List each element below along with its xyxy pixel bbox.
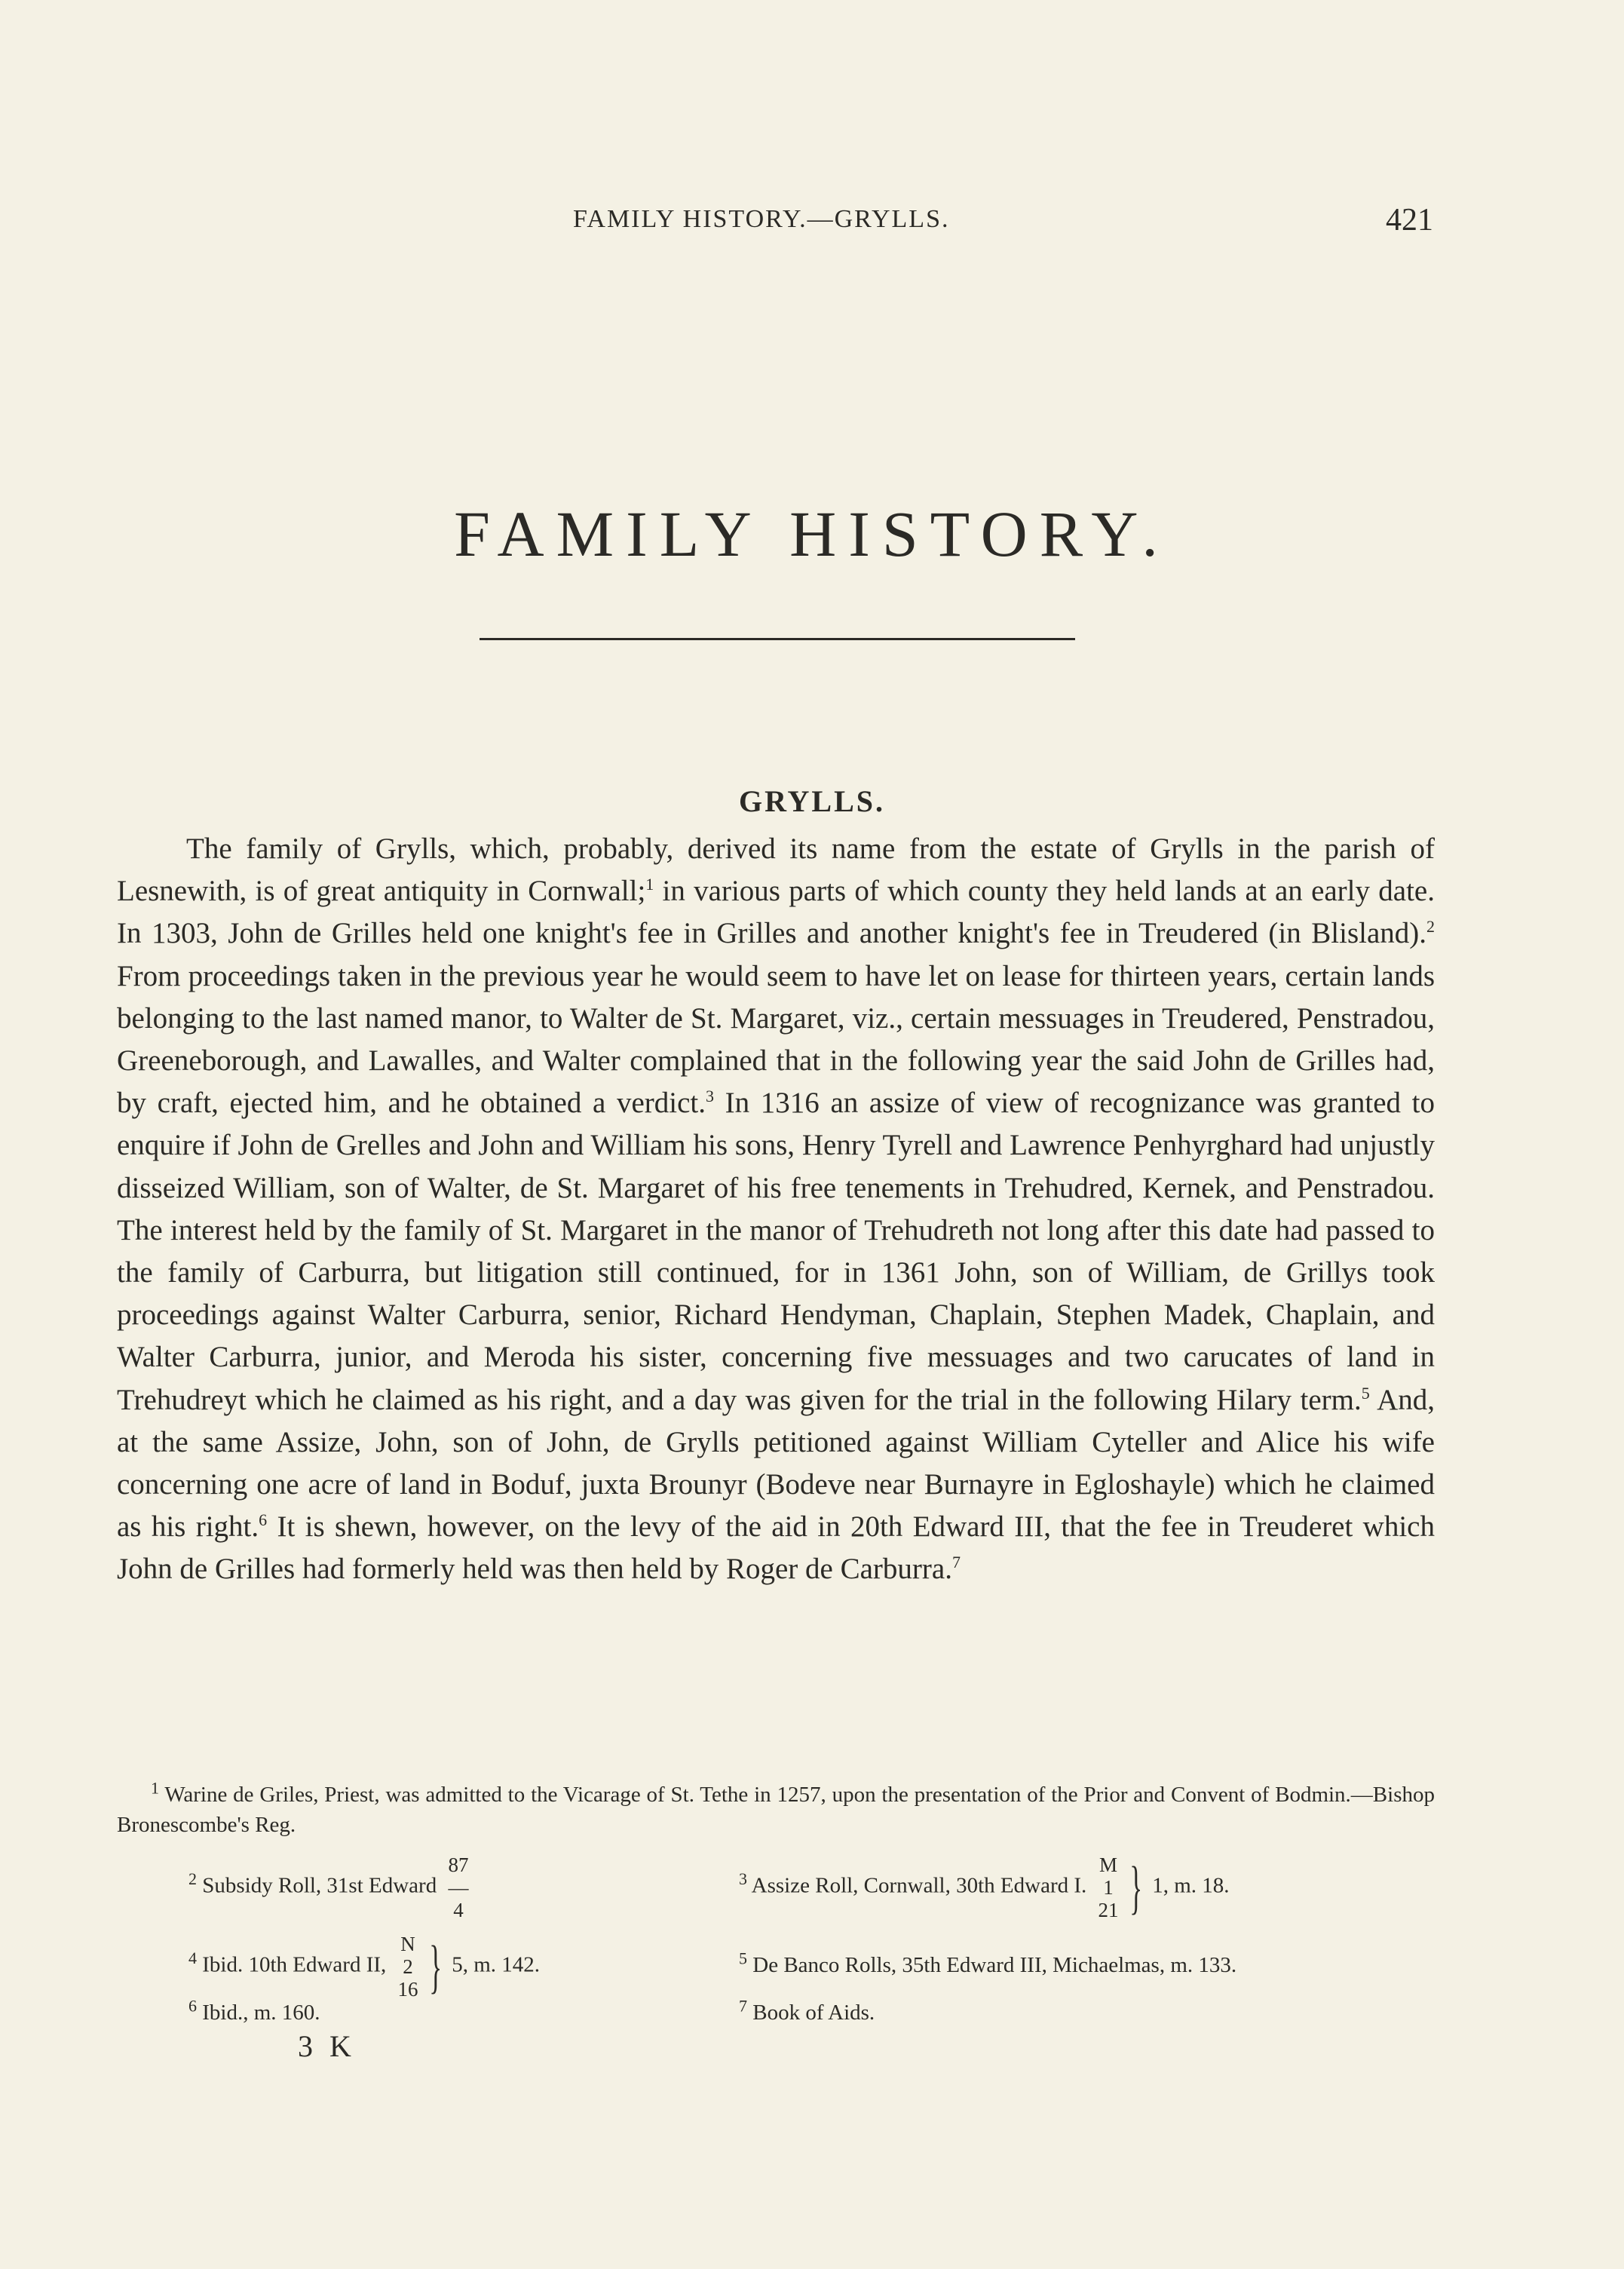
footnote-number: 2 — [188, 1869, 197, 1888]
footnote-number: 1 — [151, 1778, 159, 1798]
footnote-text: Ibid., m. 160. — [202, 2001, 320, 2025]
page-number: 421 — [1386, 203, 1433, 238]
footnote-number: 7 — [739, 1996, 747, 2016]
signature-mark: 3 K — [298, 2029, 356, 2063]
fraction-numerator: 87 — [448, 1854, 469, 1876]
brace: } — [428, 1933, 442, 1999]
footnote-3 — [739, 1854, 1230, 1921]
section-title: GRYLLS. — [738, 784, 886, 819]
ref-line: N — [400, 1933, 415, 1955]
footnote-tail: 5, m. 142. — [452, 1952, 541, 1977]
footnote-number: 6 — [188, 1996, 197, 2016]
title-rule — [480, 638, 1075, 640]
footnote-ref[interactable]: 1 — [645, 875, 654, 894]
footnote-ref[interactable]: 7 — [951, 1553, 961, 1572]
footnote-7 — [739, 1998, 875, 2028]
footnote-number: 4 — [188, 1949, 197, 1967]
body-text-segment: It is shewn, however, on the levy of the aid in 20th Edward III, that the fee in Treuderet which John de Grilles had formerly held was then held by Roger de Carburra. — [117, 1510, 1435, 1586]
stacked-reference — [398, 1933, 418, 2001]
footnote-number: 5 — [739, 1949, 747, 1968]
footnote-text: Subsidy Roll, 31st Edward — [202, 1873, 437, 1898]
footnote-ref[interactable]: 5 — [1361, 1383, 1370, 1403]
footnote-4 — [188, 1933, 540, 2001]
ref-line: 21 — [1098, 1899, 1119, 1921]
fraction-denominator: 4 — [453, 1899, 464, 1921]
footnote-text: Book of Aids. — [752, 2001, 875, 2025]
running-title: FAMILY HISTORY.—GRYLLS. — [573, 205, 950, 233]
body-text-segment: From proceedings taken in the previous year he would seem to have let on lease for thirteen years, certain lands belonging to the last named manor, to Walter de St. Margaret, viz., certain messuages in Treudered, Penstradou, Greeneborough, and Lawalles, and Walter complained that in the following year the said John de Grilles had, by craft, ejected him, and he obtained a verdict. — [117, 959, 1435, 1120]
footnote-ref[interactable]: 6 — [259, 1510, 268, 1530]
ref-line: 1 — [1103, 1876, 1114, 1899]
ref-line: 2 — [403, 1955, 413, 1978]
footnote-text: Ibid. 10th Edward II, — [202, 1952, 387, 1977]
fraction-bar: — — [448, 1876, 469, 1899]
brace: } — [1129, 1854, 1142, 1920]
footnote-2 — [188, 1854, 474, 1921]
footnote-6 — [188, 1998, 320, 2028]
footnote-5 — [739, 1950, 1236, 1980]
ref-line: M — [1099, 1854, 1118, 1876]
footnote-text: Warine de Griles, Priest, was admitted to the Vicarage of St. Tethe in 1257, upon the presentation of the Prior and Convent of Bodmin.—Bishop Bronescombe's Reg. — [117, 1783, 1435, 1837]
footnote-tail: 1, m. 18. — [1152, 1873, 1230, 1898]
body-text-segment: In 1316 an assize of view of recognizance was granted to enquire if John de Grelles and John and William his sons, Henry Tyrell and Lawrence Penhyrghard had unjustly disseized William, son of Walter, de St. Margaret of his free tenements in Trehudred, Kernek, and Penstradou. The interest held by the family of St. Margaret in the manor of Trehudreth not long after this date had passed to the family of Carburra, but litigation still continued, for in 1361 John, son of William, de Grillys took proceedings against Walter Carburra, senior, Richard Hendyman, Chaplain, Stephen Madek, Chaplain, and Walter Carburra, junior, and Meroda his sister, concerning five messuages and two carucates of land in Trehudreyt which he claimed as his right, and a day was given for the trial in the following Hilary term. — [117, 1087, 1435, 1416]
footnote-number: 3 — [739, 1869, 747, 1888]
fraction — [448, 1854, 468, 1921]
ref-line: 16 — [397, 1978, 418, 2001]
footnote-text: De Banco Rolls, 35th Edward III, Michaelmas, m. 133. — [752, 1953, 1237, 1977]
body-text-segment: in various parts of which county they held lands at an early date. In 1303, John de Grilles held one knight's fee in Grilles and another knight's fee in Treudered (in Blisland). — [117, 875, 1435, 950]
footnote-ref[interactable]: 3 — [706, 1087, 714, 1106]
footnote-1 — [117, 1780, 1435, 1840]
body-paragraph — [117, 828, 1435, 1591]
body-text-segment: And, at the same Assize, John, son of John, de Grylls petitioned against William Cyteller and Alice his wife concerning one acre of land in Boduf, juxta Brounyr (Bodeve near Burnayre in Egloshayle) which he claimed as his right. — [117, 1383, 1435, 1544]
body-text-segment: The family of Grylls, which, probably, derived its name from the estate of Grylls in the parish of Lesnewith, is of great antiquity in Cornwall; — [117, 832, 1435, 908]
footnote-text: Assize Roll, Cornwall, 30th Edward I. — [751, 1873, 1087, 1898]
stacked-reference — [1098, 1854, 1119, 1921]
footnote-ref[interactable]: 2 — [1426, 917, 1435, 937]
main-title: FAMILY HISTORY. — [454, 497, 1170, 570]
